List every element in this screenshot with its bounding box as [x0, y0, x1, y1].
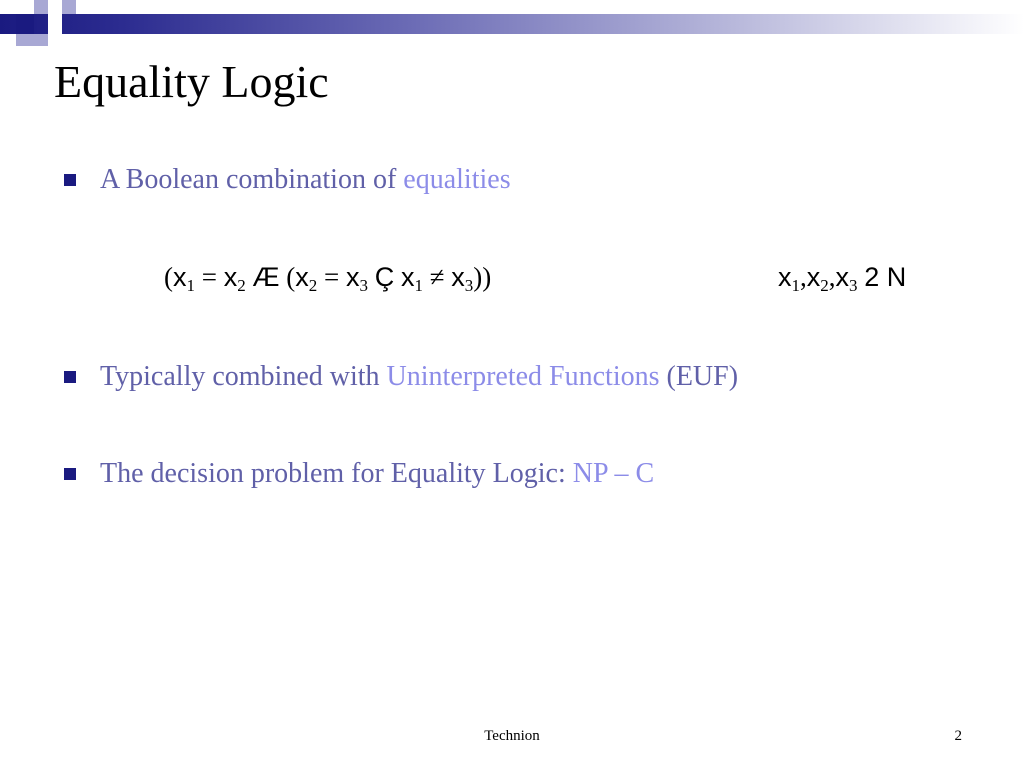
formula-var: x — [451, 262, 465, 292]
formula-equals: = — [201, 262, 217, 292]
slide-page-number: 2 — [954, 728, 962, 744]
bullet-text — [100, 458, 654, 490]
bullet-suffix-text: (EUF) — [659, 361, 739, 392]
bullet-square-icon — [64, 371, 76, 383]
formula-var: x — [173, 262, 187, 292]
formula-subscript: 1 — [414, 276, 423, 295]
bullet-item-2 — [64, 361, 738, 393]
header-square-lavender-low2 — [34, 34, 48, 46]
formula-comma: , — [800, 262, 807, 292]
formula-not-equals: ≠ — [429, 262, 445, 292]
formula-and-operator: Æ — [252, 262, 280, 292]
formula-open-paren: ( — [286, 262, 296, 292]
formula-subscript: 2 — [820, 276, 829, 295]
formula-subscript: 3 — [849, 276, 858, 295]
footer-institution: Technion — [484, 728, 540, 744]
formula-close-parens: )) — [473, 262, 492, 292]
formula-var: x — [223, 262, 238, 292]
header-square-lavender-low — [16, 34, 34, 46]
header-square-white — [48, 14, 62, 34]
formula-or-operator: Ç — [374, 262, 395, 292]
bullet-text — [100, 361, 738, 393]
formula-open-paren: ( — [164, 262, 173, 292]
slide-title: Equality Logic — [54, 56, 329, 107]
bullet-item-1 — [64, 164, 511, 196]
domain-formula — [778, 262, 906, 296]
header-square-lavender — [34, 0, 48, 14]
equality-formula — [164, 262, 491, 296]
formula-var: x — [778, 262, 792, 292]
header-square-navy — [16, 14, 34, 34]
header-gradient-bar — [0, 14, 1024, 34]
formula-var: x — [400, 262, 415, 292]
formula-subscript: 3 — [464, 276, 474, 295]
bullet-plain-text: A Boolean combination of — [100, 164, 404, 195]
bullet-plain-text: Typically combined with — [100, 361, 387, 392]
bullet-highlight-text: NP – C — [572, 458, 655, 489]
formula-subscript: 2 — [308, 276, 318, 295]
bullet-highlight-text: equalities — [403, 164, 511, 195]
formula-subscript: 3 — [359, 276, 368, 295]
formula-var: x — [295, 262, 309, 292]
bullet-highlight-text: Uninterpreted Functions — [386, 361, 660, 392]
formula-var: x — [806, 262, 821, 292]
formula-equals: = — [323, 262, 340, 292]
bullet-plain-text: The decision problem for Equality Logic: — [100, 458, 573, 489]
formula-var: x — [835, 262, 849, 292]
formula-subscript: 1 — [791, 276, 800, 295]
bullet-square-icon — [64, 468, 76, 480]
formula-var: x — [345, 262, 360, 292]
bullet-item-3 — [64, 458, 654, 490]
formula-domain: 2 N — [864, 262, 907, 292]
header-square-lavender-right — [62, 0, 76, 14]
formula-subscript: 2 — [237, 276, 246, 295]
bullet-text — [100, 164, 511, 196]
formula-comma: , — [828, 262, 836, 292]
formula-subscript: 1 — [186, 276, 195, 295]
bullet-square-icon — [64, 174, 76, 186]
